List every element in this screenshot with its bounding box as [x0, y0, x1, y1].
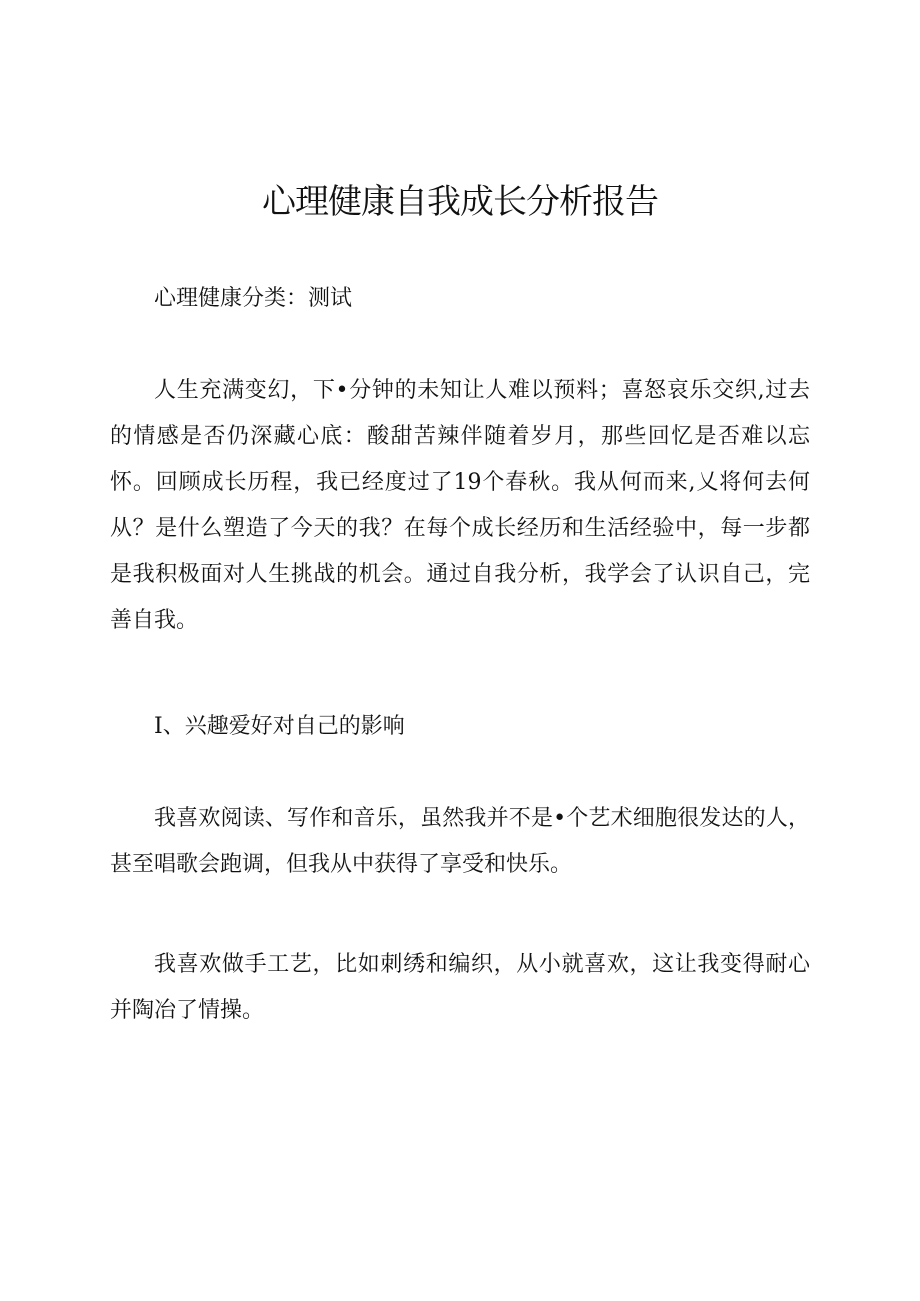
category-line: 心理健康分类：测试	[154, 286, 353, 311]
reading-paragraph: 我喜欢阅读、写作和音乐，虽然我并不是•个艺术细胞很发达的人，甚至唱歌会跑调，但我从中获得了享受和快乐。	[110, 806, 810, 877]
section-heading-hobbies: I、兴趣爱好对自己的影响	[154, 714, 405, 739]
document-title: 心理健康自我成长分析报告	[262, 182, 658, 222]
craft-paragraph: 我喜欢做手工艺，比如刺绣和编织，从小就喜欢，这让我变得耐心并陶冶了情操。	[110, 952, 810, 1023]
intro-paragraph: 人生充满变幻，下•分钟的未知让人难以预料；喜怒哀乐交织,过去的情感是否仍深藏心底：酸甜苦辣伴随着岁月，那些回忆是否难以忘怀。回顾成长历程，我已经度过了19个春秋。我从何而来,乂将何去何从？是什么塑造了今天的我？在每个成长经历和生活经验中，每一步都是我积极面对人生挑战的机会。通过自我分析，我学会了认识自己，完善自我。	[110, 378, 810, 633]
